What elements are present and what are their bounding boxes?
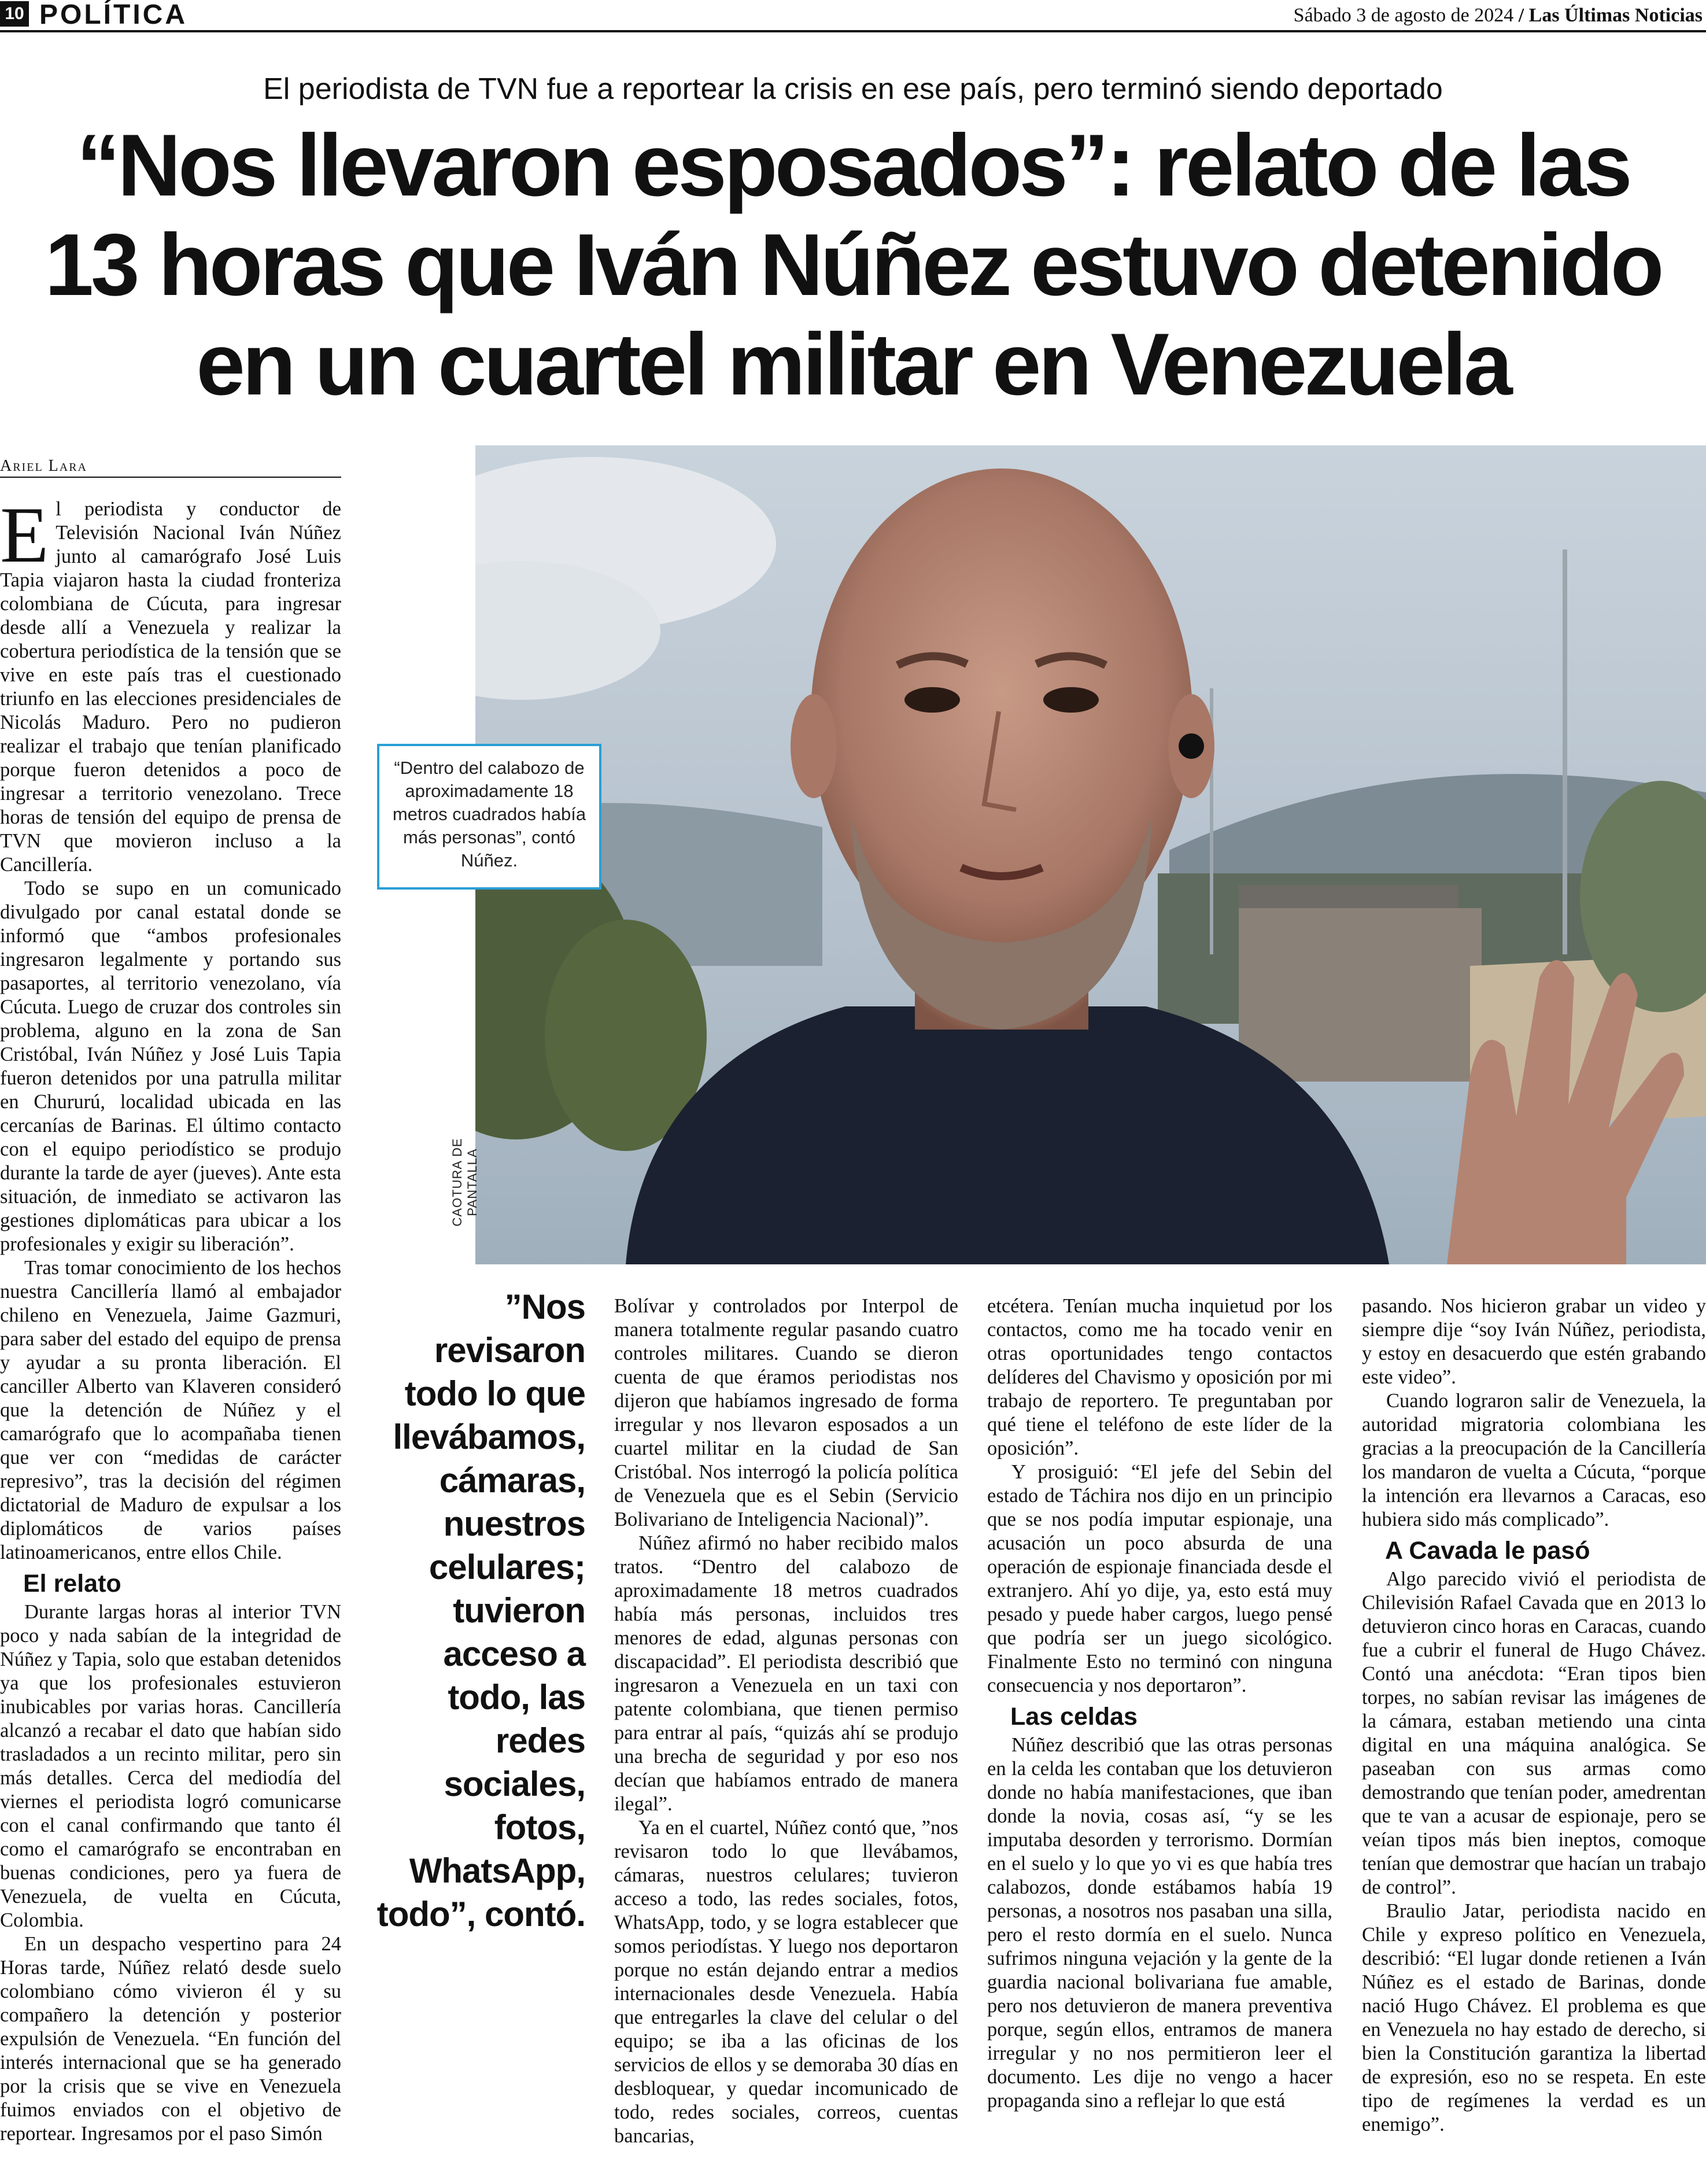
issue-date: Sábado 3 de agosto de 2024 [1293,5,1514,26]
dateline [1294,5,1703,27]
publication-name: Las Últimas Noticias [1528,5,1703,26]
article-column-3 [614,1294,958,2184]
header-rule [0,30,1706,32]
paragraph-5: En un despacho vespertino para 24 Horas tarde, Núñez relató desde suelo colombiano cómo vivieron él y su compañero la detención y posterior expulsión de Venezuela. “En función del interés internacional que se ha generado por la crisis que se vive en Venezuela fuimos enviados con el objetivo de reportear. Ingresamos por el paso Simón [0,1933,341,2145]
article-column-5 [1362,1294,1706,2184]
paragraph-14: Algo parecido vivió el periodista de Chilevisión Rafael Cavada que en 2013 lo detuvieron cinco horas en Caracas, cuando fue a cubrir el funeral de Hugo Chávez. Contó una anécdota: “Eran tipos bien torpes, no sabían revisar las imágenes de la cámara, estaban metiendo una cinta digital en una máquina analógica. Se paseaban con sus armas como demostrando que tenían poder, amedrentan que te van a acusar de espionaje, pero se veían tipos más bien ineptos, comoque tenían que demostrar que hacían un trabajo de control”. [1362,1568,1706,1898]
byline: Ariel Lara [0,457,341,478]
paragraph-13: Cuando lograron salir de Venezuela, la autoridad migratoria colombiana les gracias a la preocupación de la Cancillería los mandaron de vuelta a Cúcuta, “porque la intención era llevarnos a Caracas, eso hubiera sido más complicado”. [1362,1390,1706,1530]
paragraph-9: etcétera. Tenían mucha inquietud por los contactos, como me ha tocado venir en otras oportunidades tengo contactos delíderes del Chavismo y oposición por mi trabajo de reportero. Te preguntaban por qué tiene el teléfono de este líder de la oposición”. [987,1295,1332,1459]
headline: “Nos llevaron esposados”: relato de las 13 horas que Iván Núñez estuvo detenido en un cuartel militar en Venezuela [45,116,1661,414]
paragraph-1-text: l periodista y conductor de Televisión Nacional Iván Núñez junto al camarógrafo José Luis Tapia viajaron hasta la ciudad fronteriza colombiana de Cúcuta, para ingresar desde allí a Venezuela y realizar la cobertura periodística de la tensión que se vive en este país tras el cuestionado triunfo en las elecciones presidenciales de Nicolás Maduro. Pero no pudieron realizar el trabajo que tenían planificado porque fueron detenidos a poco de ingresar a territorio venezolano. Trece horas de tensión del equipo de prensa de TVN que movieron incluso a la Cancillería. [0,498,341,876]
paragraph-15: Braulio Jatar, periodista nacido en Chile y expreso político en Venezuela, describió: “El lugar donde retienen a Iván Núñez es el estado de Barinas, donde nació Hugo Chávez. El problema es que en Venezuela no hay estado de derecho, si bien la Constitución garantiza la libertad de expresión, eso no se respeta. En este tipo de regímenes la verdad es un enemigo”. [1362,1900,1706,2135]
photo-credit [450,1099,479,1249]
section-title: POLÍTICA [39,0,187,30]
paragraph-1 [0,497,341,877]
subhead-las-celdas: Las celdas [1010,1703,1138,1731]
pull-quote: ”Nos revisaron todo lo que llevábamos, cámaras, nuestros celulares; tuvieron acceso a todo, las redes sociales, fotos, WhatsApp, todo”, contó. [376,1287,585,1934]
photo-credit-text: CAOTURA DE PANTALLA [450,1138,479,1227]
drop-cap: E [0,497,49,579]
photo-illustration [475,445,1706,1264]
article-column-4 [987,1294,1332,2184]
paragraph-10: Y prosiguió: “El jefe del Sebin del estado de Táchira nos dijo en un principio que se nos podía imputar espionaje, una acusación un poco absurda de una operación de espionaje financiada desde el extranjero. Ahí yo dije, ya, esto está muy pesado y puede haber cargos, luego pensé que podría ser un juego sicológico. Finalmente Esto no terminó con ninguna consecuencia y nos deportaron”. [987,1461,1332,1696]
dateline-separator: / [1518,5,1524,26]
kicker: El periodista de TVN fue a reportear la crisis en ese país, pero terminó siendo deportado [263,72,1443,106]
page-number: 10 [0,1,29,27]
article-photo [475,445,1706,1264]
paragraph-4: Durante largas horas al interior TVN poco y nada sabían de la integridad de Núñez y Tapia, solo que estaban detenidos ya que los profesionales estuvieron inubicables por varias horas. Cancillería alcanzó a recabar el dato que habían sido trasladados a un recinto militar, pero sin más detalles. Cerca del mediodía del viernes el periodista logró comunicarse con el canal confirmando que tanto él como el camarógrafo se encontraban en buenas condiciones, pero ya fuera de Venezuela, de vuelta en Cúcuta, Colombia. [0,1601,341,1931]
article-column-1 [0,497,341,2184]
paragraph-8: Ya en el cuartel, Núñez contó que, ”nos revisaron todo lo que llevábamos, cámaras, nuestros celulares; tuvieron acceso a todo, las redes sociales, fotos, WhatsApp, todo, y se logra establecer que somos periodístas. Y luego nos deportaron porque no están dejando entrar a medios internacionales desde Venezuela. Había que entregarles la clave del celular o del equipo; se iba a las oficinas de los servicios de ellos y se demoraba 30 días en desbloquear, y quedar incomunicado de todo, redes sociales, correos, cuentas bancarias, [614,1817,958,2147]
paragraph-2: Todo se supo en un comunicado divulgado por canal estatal donde se informó que “ambos profesionales ingresaron legalmente y portando sus pasaportes, al territorio venezolano, vía Cúcuta. Luego de cruzar dos controles sin problema, alguno en la zona de San Cristóbal, Iván Núñez y José Luis Tapia fueron detenidos por una patrulla militar en Chururú, localidad ubicada en las cercanías de Barinas. El último contacto con el equipo periodístico se produjo durante la tarde de ayer (jueves). Ante esta situación, de inmediato se activaron las gestiones diplomáticas para ubicar a los profesionales y exigir su liberación”. [0,877,341,1255]
subhead-a-cavada: A Cavada le pasó [1385,1537,1590,1565]
paragraph-7: Núñez afirmó no haber recibido malos tratos. “Dentro del calabozo de aproximadamente 18 metros cuadrados había más personas, incluidos tres menores de edad, algunas personas con discapacidad”. El periodista describió que ingresaron a Venezuela en un taxi con patente colombiana, que tienen permiso para entrar al país, “quizás ahí se produjo una brecha de seguridad y por eso nos decían que habíamos entrado de manera ilegal”. [614,1532,958,1815]
paragraph-11: Núñez describió que las otras personas en la celda les contaban que los detuvieron donde no había manifestaciones, que iban donde la novia, cosas así, “y se les imputaba desorden y terrorismo. Dormían en el suelo y lo que yo vi es que había tres calabozos, donde estábamos había 19 personas, a nosotros nos pasaban una silla, pero el resto dormía en el suelo. Nunca sufrimos ninguna vejación y la gente de la guardia nacional bolivariana fue amable, pero nos detuvieron de manera preventiva porque, según ellos, entramos de manera irregular y no nos permitieron leer el documento. Les dije no vengo a hacer propaganda sino a reflejar lo que está [987,1734,1332,2112]
paragraph-3: Tras tomar conocimiento de los hechos nuestra Cancillería llamó al embajador chileno en Venezuela, Jaime Gazmuri, para saber del estado del equipo de prensa y ayudar a su pronta liberación. El canciller Alberto van Klaveren consideró que la detención de Núñez y el camarógrafo que lo acompañaba tienen que ver con “medidas de carácter represivo”, tras la decisión del régimen dictatorial de Maduro de expulsar a los diplomáticos de varios países latinoamericanos, entre ellos Chile. [0,1257,341,1563]
subhead-el-relato: El relato [23,1570,121,1598]
paragraph-12: pasando. Nos hicieron grabar un video y siempre dije “soy Iván Núñez, periodista, y estoy en desacuerdo que estén grabando este video”. [1362,1295,1706,1388]
photo-quote-box: “Dentro del calabozo de aproximadamente 18 metros cuadrados había más personas”, contó Núñez. [377,744,601,890]
paragraph-6: Bolívar y controlados por Interpol de manera totalmente regular pasando cuatro controles militares. Cuando se dieron cuenta de que éramos periodistas nos dijeron que habíamos ingresado de forma irregular y nos llevaron esposados a un cuartel militar en la ciudad de San Cristóbal. Nos interrogó la policía política de Venezuela que es el Sebin (Servicio Bolivariano de Inteligencia Nacional)”. [614,1295,958,1530]
